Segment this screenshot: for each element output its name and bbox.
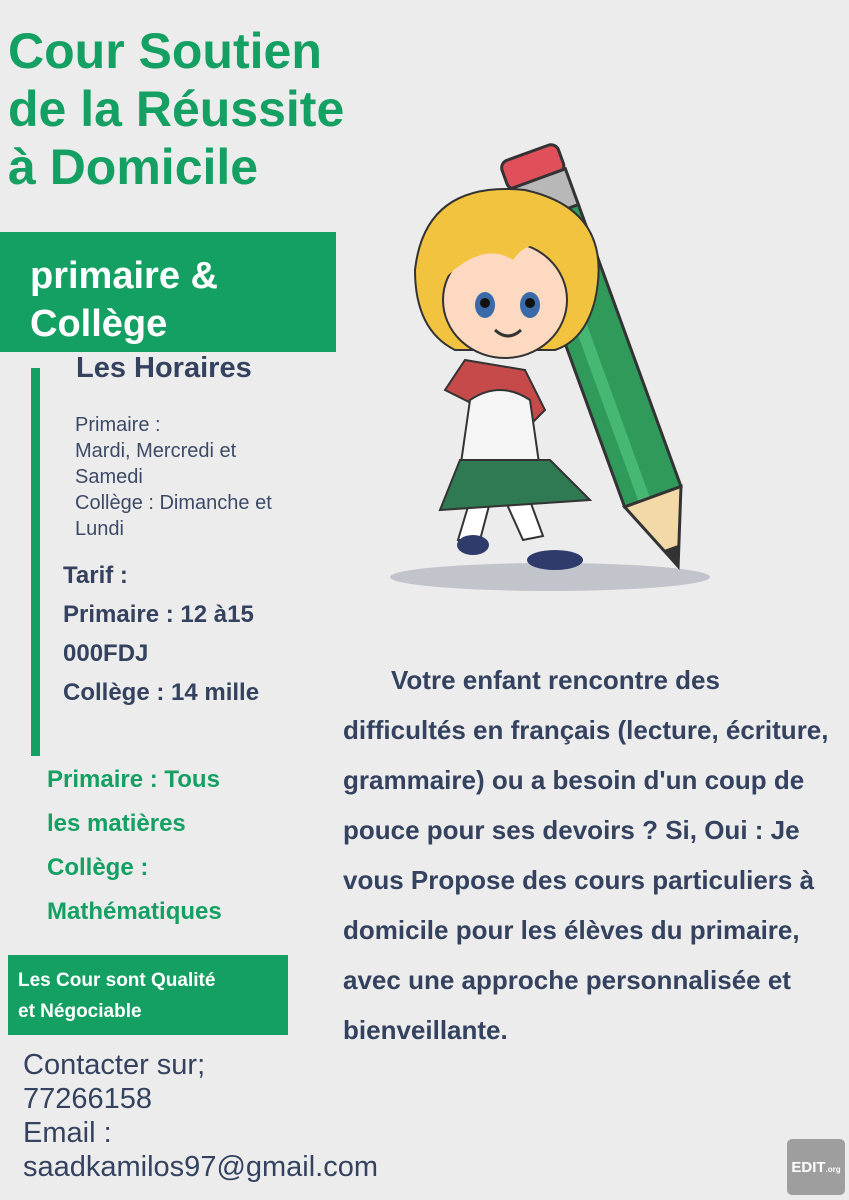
subjects-text: Primaire : Tous les matières Collège : Mathématiques (47, 766, 222, 925)
levels-line: Collège (30, 303, 168, 345)
schedule-text: Primaire : Mardi, Mercredi et Samedi Collège : Dimanche et Lundi (75, 414, 272, 540)
quality-badge (8, 955, 288, 1035)
contact-info: Contacter sur; 77266158 Email : saadkamilos97@gmail.com (23, 1049, 379, 1183)
watermark-main: EDIT (791, 1158, 826, 1176)
levels-banner (0, 232, 336, 352)
girl-with-pencil-illustration (385, 140, 725, 600)
quality-badge-text: Les Cour sont Qualité et Négociable (18, 970, 216, 1022)
description-text: Votre enfant rencontre des difficultés en français (lecture, écriture, grammaire) ou a besoin d'un coup de pouce pour ses devoirs ? Si, Oui : Je vous Propose des cours particuliers à domicile pour les élèves du primaire, avec une approche personnalisée et bienveillante. (343, 665, 829, 1045)
watermark-suffix: .org (825, 1165, 841, 1174)
flyer-title (8, 22, 344, 196)
edit-org-watermark (787, 1139, 845, 1195)
accent-bar (31, 368, 40, 756)
title-line: Cour Soutien (8, 23, 322, 79)
title-line: à Domicile (8, 139, 259, 195)
levels-line: primaire & (30, 255, 218, 297)
pricing-text: Tarif : Primaire : 12 à15 000FDJ Collège : 14 mille (63, 562, 260, 706)
schedule-heading: Les Horaires (76, 352, 252, 384)
girl (415, 189, 599, 570)
title-line: de la Réussite (8, 81, 345, 137)
